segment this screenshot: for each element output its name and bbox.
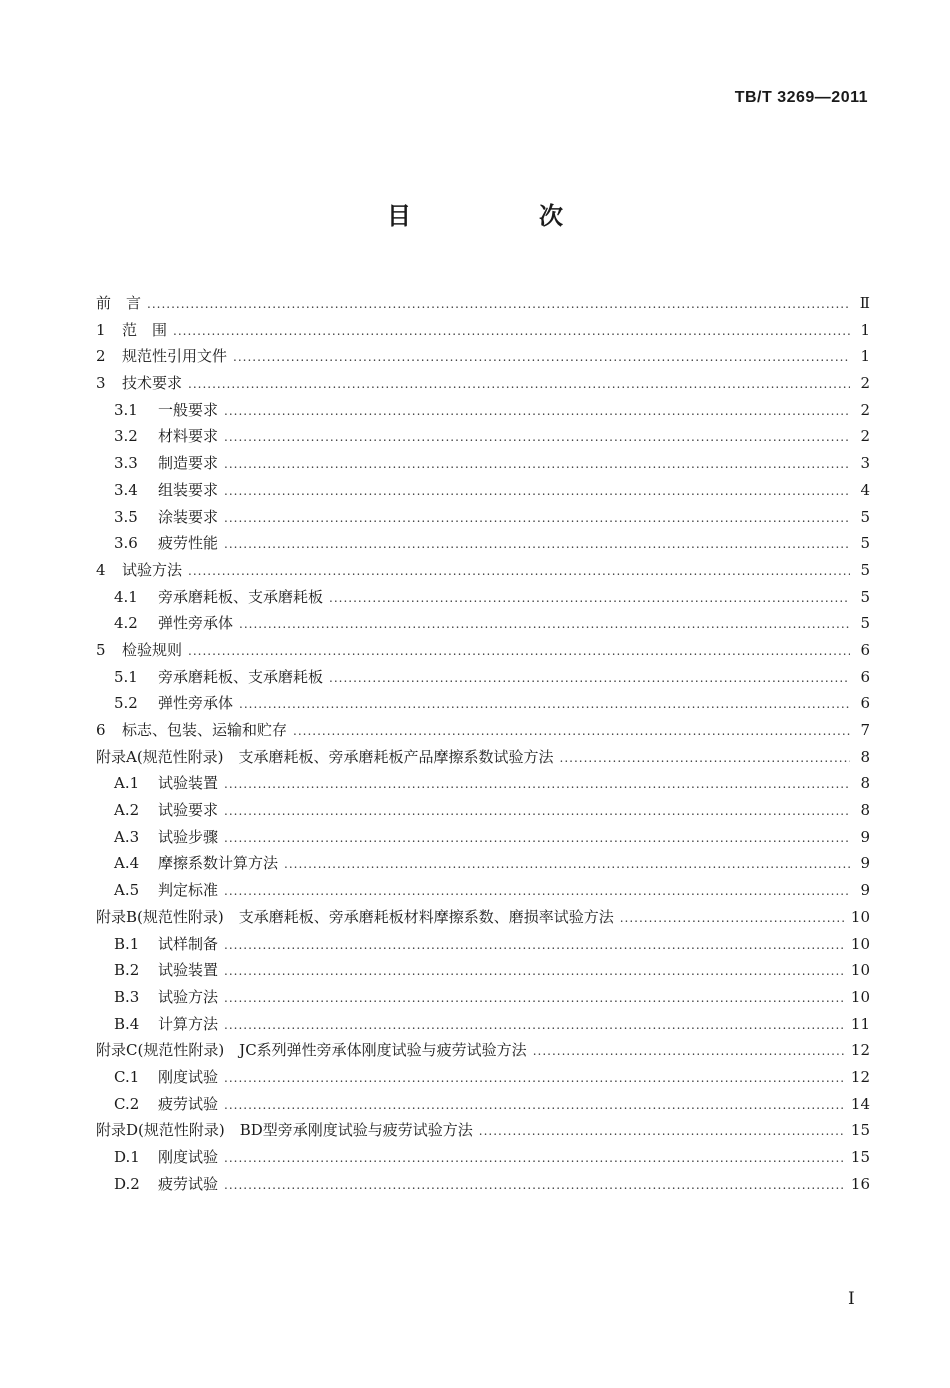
toc-entry-label: 试验方法 <box>158 987 219 1006</box>
toc-entry-number: 5 <box>96 640 106 659</box>
toc-entry-label: 弹性旁承体 <box>158 614 234 633</box>
toc-entry[interactable] <box>96 879 870 906</box>
toc-leader-dots <box>329 671 850 685</box>
toc-entry-label: 试验要求 <box>158 801 219 820</box>
toc-entry-page: 5 <box>860 507 870 526</box>
toc-entry-label: 规范性引用文件 <box>122 347 228 366</box>
toc-entry-page: 1 <box>860 347 870 366</box>
toc-entry[interactable] <box>96 1173 870 1200</box>
toc-entry-number: C.2 <box>114 1094 140 1113</box>
toc-entry[interactable] <box>96 692 870 719</box>
toc-entry-page: 4 <box>860 480 870 499</box>
toc-entry-label: 范 围 <box>122 320 168 339</box>
toc-entry-number: C.1 <box>114 1067 140 1086</box>
toc-entry[interactable] <box>96 1039 870 1066</box>
toc-entry-label: 附录C(规范性附录) JC系列弹性旁承体刚度试验与疲劳试验方法 <box>96 1041 527 1060</box>
toc-entry-number: A.1 <box>114 774 140 793</box>
toc-entry-page: 2 <box>860 374 870 393</box>
table-of-contents <box>96 292 870 1199</box>
toc-entry-label: 试验方法 <box>122 560 183 579</box>
toc-entry-page: 9 <box>860 827 870 846</box>
toc-entry[interactable] <box>96 719 870 746</box>
toc-entry-label: 疲劳试验 <box>158 1174 219 1193</box>
toc-entry[interactable] <box>96 479 870 506</box>
toc-leader-dots <box>224 777 850 791</box>
page-title: 目 次 <box>387 202 615 230</box>
toc-entry[interactable] <box>96 666 870 693</box>
toc-entry-label: 判定标准 <box>158 881 219 900</box>
toc-entry[interactable] <box>96 612 870 639</box>
toc-leader-dots <box>147 297 850 311</box>
toc-entry[interactable] <box>96 532 870 559</box>
toc-entry-label: 试验步骤 <box>158 827 219 846</box>
toc-entry-label: 附录B(规范性附录) 支承磨耗板、旁承磨耗板材料摩擦系数、磨损率试验方法 <box>96 907 614 926</box>
toc-entry[interactable] <box>96 372 870 399</box>
toc-entry[interactable] <box>96 799 870 826</box>
toc-entry-label: 试样制备 <box>158 934 219 953</box>
toc-entry-number: D.1 <box>114 1148 140 1166</box>
toc-entry-page: 12 <box>850 1041 870 1060</box>
toc-entry[interactable] <box>96 559 870 586</box>
toc-entry[interactable] <box>96 345 870 372</box>
toc-entry-page: 15 <box>850 1148 870 1166</box>
toc-entry-label: 摩擦系数计算方法 <box>158 854 279 873</box>
toc-leader-dots <box>224 1178 845 1192</box>
toc-leader-dots <box>560 751 850 765</box>
toc-leader-dots <box>188 564 850 578</box>
toc-entry[interactable] <box>96 399 870 426</box>
toc-leader-dots <box>224 537 850 551</box>
toc-entry-page: 10 <box>850 934 870 953</box>
toc-leader-dots <box>329 591 850 605</box>
toc-entry-number: A.3 <box>114 827 140 846</box>
toc-leader-dots <box>173 324 850 338</box>
toc-entry[interactable] <box>96 772 870 799</box>
toc-entry-label: 组装要求 <box>158 480 219 499</box>
toc-leader-dots <box>224 938 845 952</box>
toc-leader-dots <box>224 511 850 525</box>
toc-entry-page: 6 <box>860 694 870 713</box>
toc-entry-page: 11 <box>850 1014 870 1033</box>
toc-entry[interactable] <box>96 959 870 986</box>
toc-entry-number: 5.2 <box>114 694 138 713</box>
toc-entry-label: 刚度试验 <box>158 1067 219 1086</box>
toc-entry[interactable] <box>96 933 870 960</box>
toc-entry-page: 10 <box>850 987 870 1006</box>
toc-leader-dots <box>239 617 850 631</box>
toc-entry-number: 1 <box>96 320 106 339</box>
toc-entry[interactable] <box>96 1146 870 1173</box>
toc-leader-dots <box>224 1071 845 1085</box>
toc-entry-number: 6 <box>96 721 106 739</box>
toc-leader-dots <box>239 697 850 711</box>
toc-entry-page: 6 <box>860 640 870 659</box>
toc-leader-dots <box>224 1151 845 1165</box>
toc-leader-dots <box>188 377 850 391</box>
toc-entry-number: 4.1 <box>114 587 138 606</box>
toc-entry-number: B.4 <box>114 1014 140 1033</box>
toc-entry-number: B.2 <box>114 961 140 980</box>
toc-entry-page: 8 <box>860 747 870 766</box>
toc-entry[interactable] <box>96 586 870 613</box>
toc-leader-dots <box>224 430 850 444</box>
toc-leader-dots <box>224 1018 845 1032</box>
toc-entry-number: 3 <box>96 374 106 393</box>
toc-leader-dots <box>620 911 845 925</box>
toc-entry[interactable] <box>96 506 870 533</box>
toc-entry-page: 16 <box>850 1174 870 1193</box>
toc-entry[interactable] <box>96 292 870 319</box>
toc-entry-page: 5 <box>860 614 870 633</box>
toc-entry[interactable] <box>96 986 870 1013</box>
toc-entry-page: 15 <box>850 1121 870 1140</box>
toc-entry-label: 附录A(规范性附录) 支承磨耗板、旁承磨耗板产品摩擦系数试验方法 <box>96 747 554 766</box>
toc-entry[interactable] <box>96 1066 870 1093</box>
toc-leader-dots <box>224 884 850 898</box>
toc-entry-page: 5 <box>860 560 870 579</box>
toc-entry-page: 5 <box>860 587 870 606</box>
toc-leader-dots <box>224 484 850 498</box>
toc-entry-page: 12 <box>850 1067 870 1086</box>
toc-entry-page: 2 <box>860 427 870 446</box>
toc-entry-number: 3.3 <box>114 454 138 473</box>
toc-leader-dots <box>224 991 845 1005</box>
toc-leader-dots <box>293 724 850 738</box>
toc-leader-dots <box>224 457 850 471</box>
toc-entry-number: 3.2 <box>114 427 138 446</box>
toc-entry-label: 材料要求 <box>158 427 219 446</box>
toc-entry-label: 疲劳试验 <box>158 1094 219 1113</box>
toc-entry-page: 1 <box>860 320 870 339</box>
toc-entry-page: 9 <box>860 854 870 873</box>
toc-entry[interactable] <box>96 906 870 933</box>
toc-entry-label: 旁承磨耗板、支承磨耗板 <box>158 667 324 686</box>
toc-entry[interactable] <box>96 319 870 346</box>
toc-entry-label: 旁承磨耗板、支承磨耗板 <box>158 587 324 606</box>
toc-leader-dots <box>188 644 850 658</box>
toc-entry[interactable] <box>96 452 870 479</box>
toc-entry[interactable] <box>96 1013 870 1040</box>
toc-entry-number: A.5 <box>114 881 140 900</box>
toc-entry-page: 9 <box>860 881 870 900</box>
toc-entry-label: 计算方法 <box>158 1014 219 1033</box>
toc-leader-dots <box>224 964 845 978</box>
toc-entry-number: 5.1 <box>114 667 138 686</box>
toc-entry-label: 刚度试验 <box>158 1148 219 1166</box>
toc-entry-number: B.1 <box>114 934 140 953</box>
toc-entry-label: 试验装置 <box>158 961 219 980</box>
toc-leader-dots <box>224 404 850 418</box>
toc-entry-page: 5 <box>860 534 870 553</box>
toc-entry-number: 4.2 <box>114 614 138 633</box>
toc-entry-number: 4 <box>96 560 106 579</box>
toc-entry-label: 试验装置 <box>158 774 219 793</box>
toc-entry-label: 附录D(规范性附录) BD型旁承刚度试验与疲劳试验方法 <box>96 1121 473 1140</box>
toc-entry-page: Ⅱ <box>859 294 870 312</box>
toc-entry-page: 8 <box>860 801 870 820</box>
toc-leader-dots <box>479 1124 845 1138</box>
toc-entry-number: 2 <box>96 347 106 366</box>
toc-entry-label: 检验规则 <box>122 640 183 659</box>
toc-leader-dots <box>224 831 850 845</box>
toc-entry-label: 涂装要求 <box>158 507 219 526</box>
standard-code: TB/T 3269—2011 <box>734 89 868 106</box>
toc-entry-number: 3.1 <box>114 400 138 419</box>
toc-entry[interactable] <box>96 425 870 452</box>
toc-entry-number: A.4 <box>114 854 140 873</box>
toc-entry-page: 10 <box>850 961 870 980</box>
toc-entry-number: B.3 <box>114 987 140 1006</box>
toc-entry-page: 14 <box>850 1094 870 1113</box>
toc-entry-label: 前 言 <box>96 294 142 312</box>
toc-entry[interactable] <box>96 1119 870 1146</box>
toc-entry-label: 标志、包装、运输和贮存 <box>122 721 288 739</box>
toc-entry-number: A.2 <box>114 801 140 820</box>
toc-entry-number: D.2 <box>114 1174 140 1193</box>
toc-entry-page: 3 <box>860 454 870 473</box>
toc-entry-number: 3.4 <box>114 480 138 499</box>
toc-entry-label: 一般要求 <box>158 400 219 419</box>
toc-leader-dots <box>533 1044 845 1058</box>
toc-entry-label: 弹性旁承体 <box>158 694 234 713</box>
toc-entry[interactable] <box>96 639 870 666</box>
toc-entry[interactable] <box>96 1093 870 1120</box>
toc-entry-number: 3.6 <box>114 534 138 553</box>
toc-entry-label: 疲劳性能 <box>158 534 219 553</box>
toc-leader-dots <box>233 350 850 364</box>
toc-entry-label: 制造要求 <box>158 454 219 473</box>
toc-entry-number: 3.5 <box>114 507 138 526</box>
toc-entry[interactable] <box>96 852 870 879</box>
toc-entry[interactable] <box>96 746 870 773</box>
toc-entry-page: 6 <box>860 667 870 686</box>
toc-entry-page: 2 <box>860 400 870 419</box>
toc-entry-label: 技术要求 <box>122 374 183 393</box>
toc-entry[interactable] <box>96 826 870 853</box>
toc-entry-page: 7 <box>860 721 870 739</box>
toc-entry-page: 10 <box>850 907 870 926</box>
toc-leader-dots <box>284 857 850 871</box>
page-number: I <box>848 1289 855 1309</box>
toc-leader-dots <box>224 1098 845 1112</box>
toc-entry-page: 8 <box>860 774 870 793</box>
toc-leader-dots <box>224 804 850 818</box>
